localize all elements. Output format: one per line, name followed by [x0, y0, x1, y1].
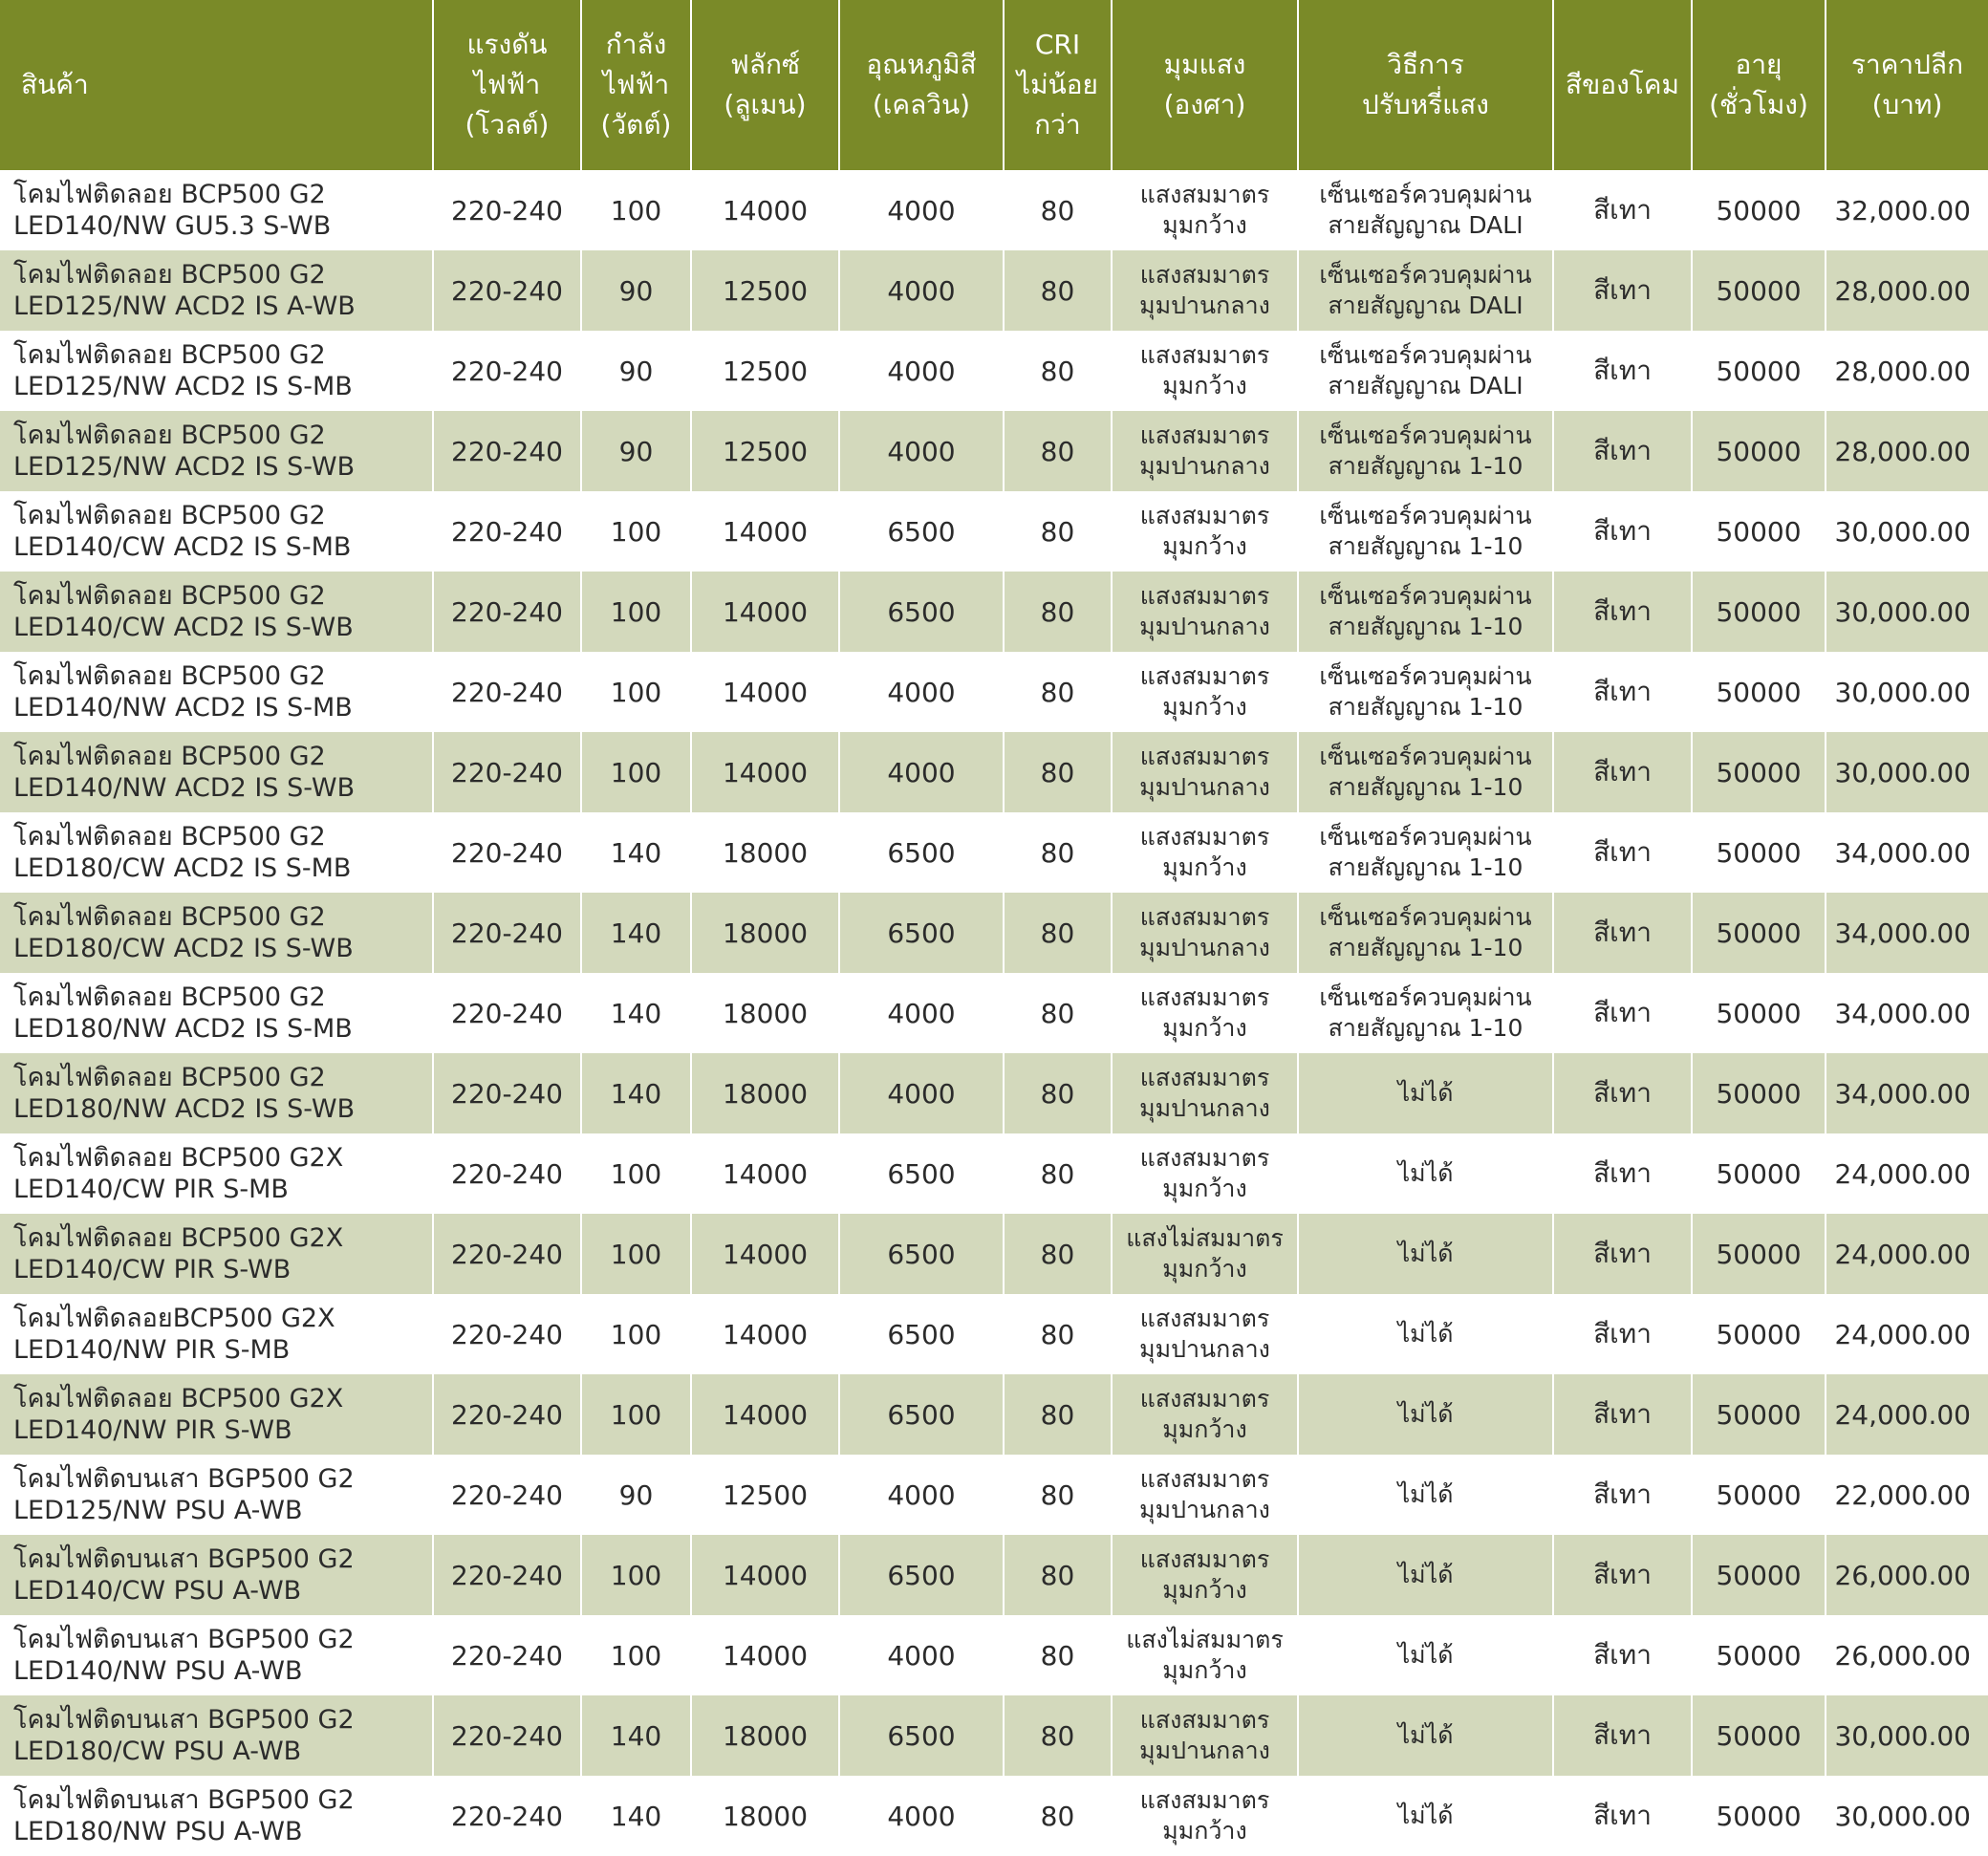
cell-price: 34,000.00 — [1826, 973, 1988, 1053]
cell-product-name: โคมไฟติดบนเสา BGP500 G2 LED180/CW PSU A-WB — [0, 1695, 433, 1776]
cell-color-temperature: 4000 — [839, 652, 1004, 732]
cell-power: 90 — [581, 1455, 691, 1535]
cell-lifetime: 50000 — [1692, 491, 1826, 572]
cell-dimming: ไม่ได้ — [1298, 1695, 1553, 1776]
cell-lamp-color: สีเทา — [1553, 1214, 1692, 1294]
cell-power: 100 — [581, 732, 691, 812]
cell-flux: 12500 — [691, 250, 839, 331]
cell-power: 100 — [581, 1294, 691, 1374]
cell-voltage: 220-240 — [433, 732, 581, 812]
cell-power: 90 — [581, 331, 691, 411]
cell-color-temperature: 6500 — [839, 1294, 1004, 1374]
cell-beam-angle: แสงสมมาตร มุมกว้าง — [1112, 1374, 1298, 1455]
cell-price: 24,000.00 — [1826, 1294, 1988, 1374]
table-row — [0, 250, 1988, 331]
cell-flux: 14000 — [691, 170, 839, 250]
cell-lifetime: 50000 — [1692, 170, 1826, 250]
cell-price: 30,000.00 — [1826, 732, 1988, 812]
cell-power: 100 — [581, 1615, 691, 1695]
cell-beam-angle: แสงสมมาตร มุมปานกลาง — [1112, 411, 1298, 491]
cell-product-name: โคมไฟติดลอย BCP500 G2 LED140/CW ACD2 IS S-WB — [0, 572, 433, 652]
cell-lamp-color: สีเทา — [1553, 411, 1692, 491]
cell-color-temperature: 6500 — [839, 572, 1004, 652]
cell-lamp-color: สีเทา — [1553, 1615, 1692, 1695]
cell-power: 90 — [581, 250, 691, 331]
table-row — [0, 1053, 1988, 1133]
table-row — [0, 732, 1988, 812]
cell-product-name: โคมไฟติดลอยBCP500 G2X LED140/NW PIR S-MB — [0, 1294, 433, 1374]
cell-voltage: 220-240 — [433, 1374, 581, 1455]
cell-flux: 14000 — [691, 1615, 839, 1695]
cell-power: 100 — [581, 491, 691, 572]
cell-flux: 18000 — [691, 893, 839, 973]
cell-lifetime: 50000 — [1692, 1695, 1826, 1776]
header-color-temperature: อุณหภูมิสี (เคลวิน) — [839, 0, 1004, 170]
cell-dimming: ไม่ได้ — [1298, 1214, 1553, 1294]
cell-beam-angle: แสงไม่สมมาตร มุมกว้าง — [1112, 1214, 1298, 1294]
cell-price: 28,000.00 — [1826, 411, 1988, 491]
cell-flux: 12500 — [691, 411, 839, 491]
cell-voltage: 220-240 — [433, 1214, 581, 1294]
header-price: ราคาปลีก (บาท) — [1826, 0, 1988, 170]
cell-power: 140 — [581, 1776, 691, 1856]
cell-dimming: ไม่ได้ — [1298, 1776, 1553, 1856]
cell-price: 22,000.00 — [1826, 1455, 1988, 1535]
cell-price: 26,000.00 — [1826, 1535, 1988, 1615]
cell-power: 100 — [581, 1535, 691, 1615]
header-voltage: แรงดัน ไฟฟ้า (โวลต์) — [433, 0, 581, 170]
cell-lamp-color: สีเทา — [1553, 1133, 1692, 1214]
table-row — [0, 572, 1988, 652]
cell-lamp-color: สีเทา — [1553, 331, 1692, 411]
cell-color-temperature: 6500 — [839, 812, 1004, 893]
cell-flux: 14000 — [691, 491, 839, 572]
cell-cri: 80 — [1004, 1214, 1112, 1294]
cell-price: 34,000.00 — [1826, 812, 1988, 893]
cell-product-name: โคมไฟติดลอย BCP500 G2 LED180/NW ACD2 IS S-WB — [0, 1053, 433, 1133]
cell-price: 34,000.00 — [1826, 893, 1988, 973]
header-lamp-color: สีของโคม — [1553, 0, 1692, 170]
cell-lifetime: 50000 — [1692, 1053, 1826, 1133]
cell-beam-angle: แสงสมมาตร มุมกว้าง — [1112, 331, 1298, 411]
cell-lifetime: 50000 — [1692, 893, 1826, 973]
cell-dimming: ไม่ได้ — [1298, 1294, 1553, 1374]
cell-price: 30,000.00 — [1826, 652, 1988, 732]
cell-cri: 80 — [1004, 1695, 1112, 1776]
cell-dimming: เซ็นเซอร์ควบคุมผ่าน สายสัญญาณ DALI — [1298, 331, 1553, 411]
cell-beam-angle: แสงสมมาตร มุมปานกลาง — [1112, 572, 1298, 652]
cell-product-name: โคมไฟติดลอย BCP500 G2 LED180/NW ACD2 IS S-MB — [0, 973, 433, 1053]
cell-product-name: โคมไฟติดลอย BCP500 G2 LED180/CW ACD2 IS S-MB — [0, 812, 433, 893]
cell-flux: 14000 — [691, 1294, 839, 1374]
cell-power: 90 — [581, 411, 691, 491]
cell-voltage: 220-240 — [433, 1695, 581, 1776]
cell-dimming: เซ็นเซอร์ควบคุมผ่าน สายสัญญาณ 1-10 — [1298, 893, 1553, 973]
table-row — [0, 1695, 1988, 1776]
cell-power: 140 — [581, 893, 691, 973]
cell-beam-angle: แสงสมมาตร มุมกว้าง — [1112, 1133, 1298, 1214]
cell-flux: 14000 — [691, 572, 839, 652]
cell-color-temperature: 6500 — [839, 1535, 1004, 1615]
cell-lifetime: 50000 — [1692, 1374, 1826, 1455]
cell-lamp-color: สีเทา — [1553, 812, 1692, 893]
header-beam-angle: มุมแสง (องศา) — [1112, 0, 1298, 170]
cell-color-temperature: 4000 — [839, 411, 1004, 491]
cell-lifetime: 50000 — [1692, 1133, 1826, 1214]
cell-flux: 14000 — [691, 1214, 839, 1294]
cell-cri: 80 — [1004, 812, 1112, 893]
cell-dimming: ไม่ได้ — [1298, 1535, 1553, 1615]
cell-lamp-color: สีเทา — [1553, 1374, 1692, 1455]
cell-lifetime: 50000 — [1692, 1776, 1826, 1856]
cell-lifetime: 50000 — [1692, 1535, 1826, 1615]
cell-beam-angle: แสงสมมาตร มุมกว้าง — [1112, 652, 1298, 732]
cell-price: 30,000.00 — [1826, 572, 1988, 652]
cell-price: 26,000.00 — [1826, 1615, 1988, 1695]
cell-lifetime: 50000 — [1692, 250, 1826, 331]
cell-lifetime: 50000 — [1692, 1455, 1826, 1535]
cell-cri: 80 — [1004, 411, 1112, 491]
cell-voltage: 220-240 — [433, 1535, 581, 1615]
cell-voltage: 220-240 — [433, 331, 581, 411]
cell-beam-angle: แสงสมมาตร มุมปานกลาง — [1112, 732, 1298, 812]
cell-dimming: เซ็นเซอร์ควบคุมผ่าน สายสัญญาณ 1-10 — [1298, 491, 1553, 572]
cell-power: 100 — [581, 170, 691, 250]
cell-color-temperature: 4000 — [839, 170, 1004, 250]
cell-voltage: 220-240 — [433, 1776, 581, 1856]
cell-voltage: 220-240 — [433, 812, 581, 893]
cell-lamp-color: สีเทา — [1553, 652, 1692, 732]
cell-dimming: เซ็นเซอร์ควบคุมผ่าน สายสัญญาณ DALI — [1298, 170, 1553, 250]
header-lifetime: อายุ (ชั่วโมง) — [1692, 0, 1826, 170]
cell-voltage: 220-240 — [433, 652, 581, 732]
cell-voltage: 220-240 — [433, 411, 581, 491]
cell-dimming: เซ็นเซอร์ควบคุมผ่าน สายสัญญาณ 1-10 — [1298, 572, 1553, 652]
cell-product-name: โคมไฟติดลอย BCP500 G2 LED140/CW ACD2 IS S-MB — [0, 491, 433, 572]
cell-power: 100 — [581, 1374, 691, 1455]
cell-power: 140 — [581, 1053, 691, 1133]
cell-power: 140 — [581, 812, 691, 893]
cell-lifetime: 50000 — [1692, 1214, 1826, 1294]
cell-price: 28,000.00 — [1826, 331, 1988, 411]
cell-lifetime: 50000 — [1692, 1615, 1826, 1695]
cell-color-temperature: 6500 — [839, 1374, 1004, 1455]
cell-product-name: โคมไฟติดลอย BCP500 G2 LED140/NW GU5.3 S-WB — [0, 170, 433, 250]
cell-color-temperature: 4000 — [839, 1053, 1004, 1133]
cell-price: 30,000.00 — [1826, 1776, 1988, 1856]
cell-cri: 80 — [1004, 732, 1112, 812]
table-row — [0, 411, 1988, 491]
cell-price: 30,000.00 — [1826, 1695, 1988, 1776]
cell-beam-angle: แสงสมมาตร มุมปานกลาง — [1112, 1053, 1298, 1133]
cell-beam-angle: แสงสมมาตร มุมกว้าง — [1112, 812, 1298, 893]
cell-color-temperature: 6500 — [839, 491, 1004, 572]
cell-lamp-color: สีเทา — [1553, 1695, 1692, 1776]
cell-voltage: 220-240 — [433, 170, 581, 250]
cell-product-name: โคมไฟติดลอย BCP500 G2X LED140/CW PIR S-WB — [0, 1214, 433, 1294]
table-body — [0, 170, 1988, 1856]
cell-voltage: 220-240 — [433, 1294, 581, 1374]
cell-flux: 14000 — [691, 732, 839, 812]
table-row — [0, 652, 1988, 732]
header-power: กำลัง ไฟฟ้า (วัตต์) — [581, 0, 691, 170]
cell-cri: 80 — [1004, 572, 1112, 652]
table-row — [0, 331, 1988, 411]
cell-flux: 18000 — [691, 812, 839, 893]
cell-voltage: 220-240 — [433, 893, 581, 973]
cell-flux: 14000 — [691, 652, 839, 732]
cell-dimming: เซ็นเซอร์ควบคุมผ่าน สายสัญญาณ DALI — [1298, 250, 1553, 331]
cell-lifetime: 50000 — [1692, 732, 1826, 812]
cell-lifetime: 50000 — [1692, 1294, 1826, 1374]
table-row — [0, 491, 1988, 572]
header-product: สินค้า — [0, 0, 433, 170]
cell-price: 24,000.00 — [1826, 1214, 1988, 1294]
cell-voltage: 220-240 — [433, 1615, 581, 1695]
cell-color-temperature: 4000 — [839, 1455, 1004, 1535]
cell-product-name: โคมไฟติดลอย BCP500 G2 LED125/NW ACD2 IS S-MB — [0, 331, 433, 411]
cell-flux: 18000 — [691, 1776, 839, 1856]
cell-dimming: เซ็นเซอร์ควบคุมผ่าน สายสัญญาณ 1-10 — [1298, 652, 1553, 732]
cell-flux: 14000 — [691, 1133, 839, 1214]
cell-power: 100 — [581, 1133, 691, 1214]
cell-product-name: โคมไฟติดลอย BCP500 G2 LED125/NW ACD2 IS A-WB — [0, 250, 433, 331]
cell-beam-angle: แสงสมมาตร มุมปานกลาง — [1112, 1294, 1298, 1374]
cell-beam-angle: แสงสมมาตร มุมกว้าง — [1112, 1776, 1298, 1856]
header-flux: ฟลักซ์ (ลูเมน) — [691, 0, 839, 170]
cell-cri: 80 — [1004, 170, 1112, 250]
cell-lamp-color: สีเทา — [1553, 1294, 1692, 1374]
cell-cri: 80 — [1004, 331, 1112, 411]
cell-voltage: 220-240 — [433, 572, 581, 652]
cell-product-name: โคมไฟติดบนเสา BGP500 G2 LED180/NW PSU A-WB — [0, 1776, 433, 1856]
table-row — [0, 893, 1988, 973]
cell-price: 30,000.00 — [1826, 491, 1988, 572]
cell-product-name: โคมไฟติดบนเสา BGP500 G2 LED140/NW PSU A-WB — [0, 1615, 433, 1695]
cell-cri: 80 — [1004, 1294, 1112, 1374]
cell-price: 32,000.00 — [1826, 170, 1988, 250]
cell-color-temperature: 4000 — [839, 1776, 1004, 1856]
cell-cri: 80 — [1004, 1053, 1112, 1133]
cell-beam-angle: แสงสมมาตร มุมกว้าง — [1112, 1535, 1298, 1615]
cell-cri: 80 — [1004, 1615, 1112, 1695]
cell-lamp-color: สีเทา — [1553, 170, 1692, 250]
cell-beam-angle: แสงสมมาตร มุมกว้าง — [1112, 170, 1298, 250]
cell-power: 140 — [581, 973, 691, 1053]
cell-dimming: เซ็นเซอร์ควบคุมผ่าน สายสัญญาณ 1-10 — [1298, 812, 1553, 893]
table-row — [0, 1214, 1988, 1294]
cell-voltage: 220-240 — [433, 1455, 581, 1535]
header-dimming: วิธีการ ปรับหรี่แสง — [1298, 0, 1553, 170]
cell-dimming: เซ็นเซอร์ควบคุมผ่าน สายสัญญาณ 1-10 — [1298, 732, 1553, 812]
cell-cri: 80 — [1004, 1776, 1112, 1856]
table-row — [0, 1615, 1988, 1695]
cell-beam-angle: แสงไม่สมมาตร มุมกว้าง — [1112, 1615, 1298, 1695]
table-row — [0, 170, 1988, 250]
cell-lifetime: 50000 — [1692, 652, 1826, 732]
cell-flux: 18000 — [691, 1053, 839, 1133]
cell-color-temperature: 6500 — [839, 893, 1004, 973]
cell-lamp-color: สีเทา — [1553, 1455, 1692, 1535]
table-row — [0, 1455, 1988, 1535]
cell-product-name: โคมไฟติดลอย BCP500 G2X LED140/NW PIR S-WB — [0, 1374, 433, 1455]
cell-product-name: โคมไฟติดบนเสา BGP500 G2 LED125/NW PSU A-WB — [0, 1455, 433, 1535]
cell-flux: 12500 — [691, 331, 839, 411]
table-row — [0, 1535, 1988, 1615]
cell-dimming: เซ็นเซอร์ควบคุมผ่าน สายสัญญาณ 1-10 — [1298, 973, 1553, 1053]
cell-lamp-color: สีเทา — [1553, 973, 1692, 1053]
cell-lamp-color: สีเทา — [1553, 1053, 1692, 1133]
cell-flux: 18000 — [691, 1695, 839, 1776]
cell-power: 140 — [581, 1695, 691, 1776]
cell-cri: 80 — [1004, 491, 1112, 572]
cell-dimming: ไม่ได้ — [1298, 1053, 1553, 1133]
table-row — [0, 973, 1988, 1053]
cell-beam-angle: แสงสมมาตร มุมกว้าง — [1112, 973, 1298, 1053]
cell-voltage: 220-240 — [433, 973, 581, 1053]
table-header — [0, 0, 1988, 170]
cell-dimming: ไม่ได้ — [1298, 1133, 1553, 1214]
cell-price: 24,000.00 — [1826, 1374, 1988, 1455]
cell-lifetime: 50000 — [1692, 812, 1826, 893]
cell-product-name: โคมไฟติดลอย BCP500 G2 LED140/NW ACD2 IS S-WB — [0, 732, 433, 812]
cell-voltage: 220-240 — [433, 491, 581, 572]
cell-price: 34,000.00 — [1826, 1053, 1988, 1133]
cell-product-name: โคมไฟติดลอย BCP500 G2X LED140/CW PIR S-MB — [0, 1133, 433, 1214]
cell-color-temperature: 4000 — [839, 331, 1004, 411]
cell-cri: 80 — [1004, 893, 1112, 973]
table-row — [0, 1776, 1988, 1856]
cell-price: 24,000.00 — [1826, 1133, 1988, 1214]
cell-flux: 12500 — [691, 1455, 839, 1535]
cell-power: 100 — [581, 652, 691, 732]
cell-cri: 80 — [1004, 1535, 1112, 1615]
cell-power: 100 — [581, 1214, 691, 1294]
cell-beam-angle: แสงสมมาตร มุมปานกลาง — [1112, 1455, 1298, 1535]
cell-beam-angle: แสงสมมาตร มุมกว้าง — [1112, 491, 1298, 572]
table-row — [0, 1133, 1988, 1214]
cell-product-name: โคมไฟติดลอย BCP500 G2 LED180/CW ACD2 IS S-WB — [0, 893, 433, 973]
cell-dimming: ไม่ได้ — [1298, 1615, 1553, 1695]
cell-lamp-color: สีเทา — [1553, 1535, 1692, 1615]
cell-color-temperature: 6500 — [839, 1133, 1004, 1214]
cell-cri: 80 — [1004, 1133, 1112, 1214]
cell-cri: 80 — [1004, 1455, 1112, 1535]
cell-flux: 18000 — [691, 973, 839, 1053]
cell-color-temperature: 6500 — [839, 1214, 1004, 1294]
cell-lamp-color: สีเทา — [1553, 732, 1692, 812]
cell-color-temperature: 4000 — [839, 973, 1004, 1053]
cell-cri: 80 — [1004, 1374, 1112, 1455]
cell-lifetime: 50000 — [1692, 331, 1826, 411]
cell-color-temperature: 6500 — [839, 1695, 1004, 1776]
cell-lamp-color: สีเทา — [1553, 893, 1692, 973]
cell-product-name: โคมไฟติดลอย BCP500 G2 LED125/NW ACD2 IS S-WB — [0, 411, 433, 491]
header-cri: CRI ไม่น้อย กว่า — [1004, 0, 1112, 170]
table-row — [0, 1374, 1988, 1455]
cell-beam-angle: แสงสมมาตร มุมปานกลาง — [1112, 893, 1298, 973]
table-row — [0, 812, 1988, 893]
table-row — [0, 1294, 1988, 1374]
cell-color-temperature: 4000 — [839, 250, 1004, 331]
header-row — [0, 0, 1988, 170]
cell-cri: 80 — [1004, 250, 1112, 331]
cell-color-temperature: 4000 — [839, 732, 1004, 812]
cell-lifetime: 50000 — [1692, 973, 1826, 1053]
cell-voltage: 220-240 — [433, 1133, 581, 1214]
cell-cri: 80 — [1004, 652, 1112, 732]
cell-cri: 80 — [1004, 973, 1112, 1053]
cell-lamp-color: สีเทา — [1553, 572, 1692, 652]
cell-voltage: 220-240 — [433, 1053, 581, 1133]
cell-price: 28,000.00 — [1826, 250, 1988, 331]
cell-beam-angle: แสงสมมาตร มุมปานกลาง — [1112, 1695, 1298, 1776]
cell-power: 100 — [581, 572, 691, 652]
cell-beam-angle: แสงสมมาตร มุมปานกลาง — [1112, 250, 1298, 331]
cell-lamp-color: สีเทา — [1553, 1776, 1692, 1856]
cell-product-name: โคมไฟติดบนเสา BGP500 G2 LED140/CW PSU A-WB — [0, 1535, 433, 1615]
cell-lamp-color: สีเทา — [1553, 491, 1692, 572]
cell-lifetime: 50000 — [1692, 411, 1826, 491]
cell-flux: 14000 — [691, 1535, 839, 1615]
cell-lamp-color: สีเทา — [1553, 250, 1692, 331]
cell-color-temperature: 4000 — [839, 1615, 1004, 1695]
cell-voltage: 220-240 — [433, 250, 581, 331]
cell-dimming: ไม่ได้ — [1298, 1455, 1553, 1535]
cell-dimming: ไม่ได้ — [1298, 1374, 1553, 1455]
cell-product-name: โคมไฟติดลอย BCP500 G2 LED140/NW ACD2 IS S-MB — [0, 652, 433, 732]
cell-flux: 14000 — [691, 1374, 839, 1455]
cell-dimming: เซ็นเซอร์ควบคุมผ่าน สายสัญญาณ 1-10 — [1298, 411, 1553, 491]
cell-lifetime: 50000 — [1692, 572, 1826, 652]
